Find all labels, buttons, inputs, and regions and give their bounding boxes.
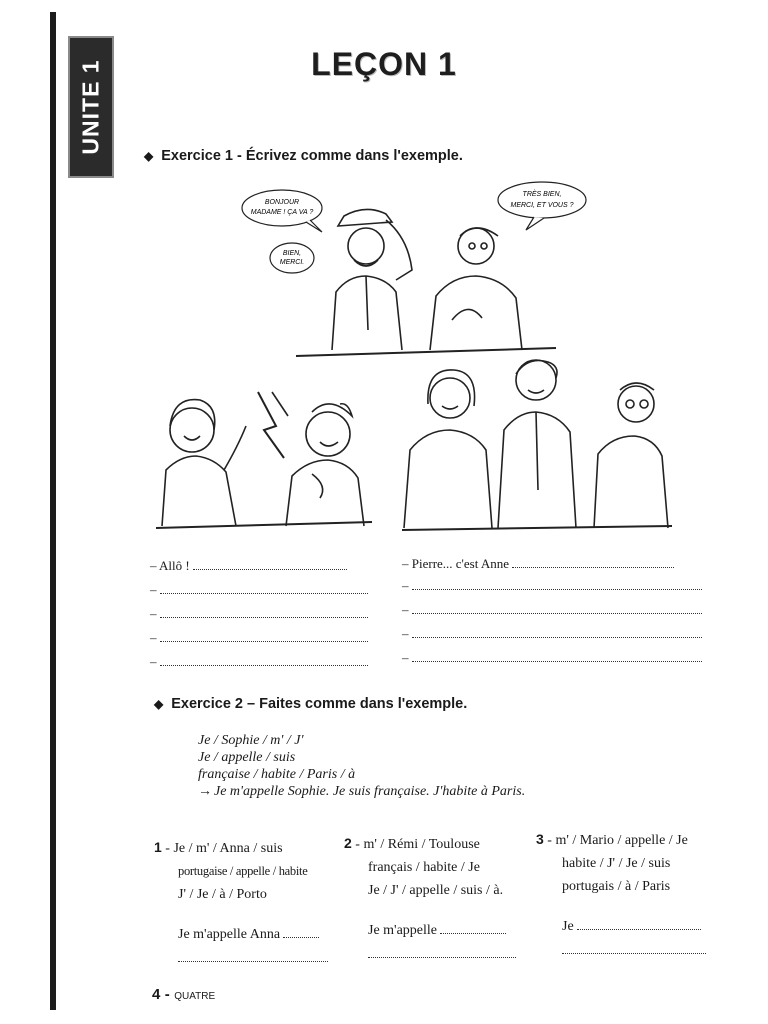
line-dash: – (402, 626, 409, 641)
unit-tab-label: UNITE 1 (77, 59, 104, 155)
diamond-bullet-icon: ◆ (144, 149, 154, 163)
item-line: Je / J' / appelle / suis / à. (368, 883, 504, 898)
example-line: Je / Sophie / m' / J' (198, 733, 304, 748)
line-dash: – (150, 654, 157, 669)
answer-start: Je m'appelle Anna (178, 927, 281, 942)
page-word: QUATRE (174, 991, 216, 1002)
diamond-bullet-icon: ◆ (154, 697, 164, 711)
man-speech-bubble (242, 190, 322, 232)
write-line[interactable] (402, 602, 702, 618)
answer-start: Je m'appelle (368, 923, 437, 938)
item-line: portugaise / appelle / habite (178, 864, 308, 878)
write-line[interactable] (150, 606, 368, 622)
page-number: 4 (152, 986, 161, 1003)
bubble-text: MERCI, ET VOUS ? (510, 202, 574, 209)
write-line[interactable] (150, 654, 368, 670)
bubble-text: MADAME ! ÇA VA ? (250, 209, 314, 216)
item-line: habite / J' / Je / suis (562, 856, 671, 871)
example-answer (198, 783, 525, 800)
introductions-illustration (398, 350, 676, 534)
page-separator: - (164, 986, 170, 1003)
write-line[interactable] (402, 578, 702, 594)
answer-line[interactable] (178, 950, 328, 967)
example-line: Je / appelle / suis (198, 750, 296, 765)
bubble-text: BIEN, (282, 250, 302, 257)
item-line: J' / Je / à / Porto (178, 887, 267, 902)
reply-speech-bubble (270, 243, 314, 273)
example-answer-text: Je m'appelle Sophie. Je suis française. J'habite à Paris. (214, 784, 526, 799)
item-number: 3 (536, 831, 544, 847)
answer-line[interactable] (562, 942, 706, 959)
line-dash: – (402, 578, 409, 593)
item-number: 1 (154, 839, 162, 855)
item-line: - Je / m' / Anna / suis (165, 841, 283, 856)
line-dash: – (402, 602, 409, 617)
woman-speech-bubble (498, 182, 586, 230)
exercise2-heading-text: Exercice 2 – Faites comme dans l'exemple. (171, 696, 468, 712)
write-line[interactable] (402, 626, 702, 642)
item-line: - m' / Mario / appelle / Je (547, 833, 688, 848)
item-number: 2 (344, 835, 352, 851)
greeting-illustration (236, 180, 596, 360)
write-line[interactable] (150, 582, 368, 598)
example-line: française / habite / Paris / à (198, 767, 356, 782)
answer-line[interactable] (368, 946, 516, 963)
man-figure (332, 209, 412, 350)
exercise2-example (198, 732, 525, 800)
bubble-text: TRÈS BIEN, (522, 191, 562, 198)
page-footer (152, 986, 215, 1004)
bubble-text: MERCI. (279, 259, 305, 266)
line-dash: – (150, 582, 157, 597)
answer-line[interactable] (562, 918, 701, 935)
answer-line[interactable] (368, 922, 506, 939)
phone-call-illustration (152, 386, 376, 534)
line-prompt: – Allô ! (150, 558, 190, 573)
answer-start: Je (562, 919, 574, 934)
exercise2-heading (154, 696, 467, 712)
exercise2-item-3 (536, 828, 688, 898)
exercise1-heading (144, 148, 463, 164)
arrow-right-icon: → (198, 784, 212, 799)
write-line[interactable] (150, 558, 347, 574)
write-line[interactable] (150, 630, 368, 646)
item-line: portugais / à / Paris (562, 879, 671, 894)
page-spine (50, 12, 56, 1010)
line-dash: – (150, 606, 157, 621)
line-prompt: – Pierre... c'est Anne (402, 556, 510, 571)
exercise2-item-1 (154, 836, 307, 906)
answer-line[interactable] (178, 926, 319, 943)
write-line[interactable] (402, 556, 674, 572)
bubble-text: BONJOUR (264, 199, 300, 206)
lesson-title: LEÇON 1 (311, 46, 457, 82)
line-dash: – (150, 630, 157, 645)
item-line: - m' / Rémi / Toulouse (355, 837, 480, 852)
write-line[interactable] (402, 650, 702, 666)
woman-figure (430, 228, 522, 350)
line-dash: – (402, 650, 409, 665)
item-line: français / habite / Je (368, 860, 480, 875)
exercise1-heading-text: Exercice 1 - Écrivez comme dans l'exemple. (161, 148, 463, 164)
exercise2-item-2 (344, 832, 503, 902)
